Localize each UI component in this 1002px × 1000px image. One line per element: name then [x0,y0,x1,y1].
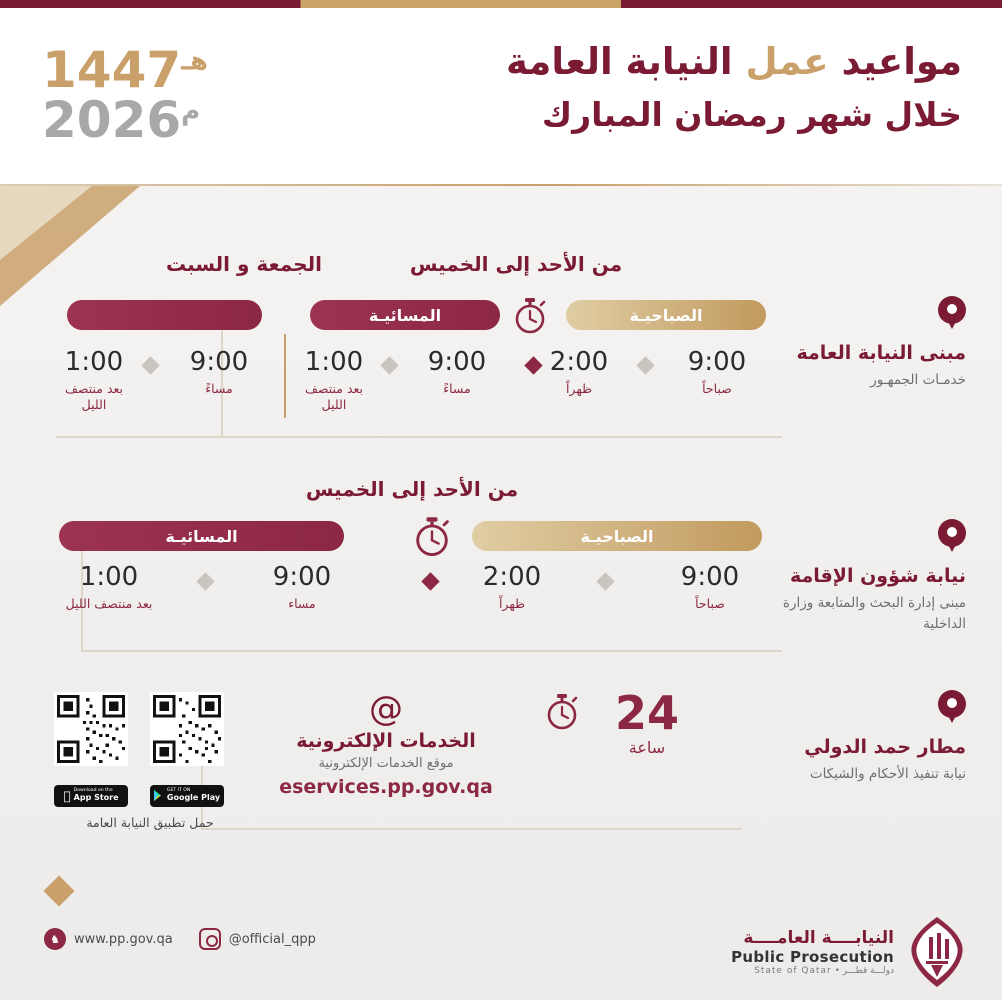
brand-state-label: دولـــة قطـــر • State of Qatar [754,966,894,976]
time-evening1-from [412,348,502,397]
location-pin-icon [938,296,966,330]
brand-lockup [731,915,966,989]
shift-separator-diamond-2 [421,572,439,590]
heading-sun-thursday-2: من الأحد إلى الخميس [305,477,519,501]
apple-icon [63,789,70,803]
time-evening2-to [54,563,164,612]
time-evening2-from [252,563,352,612]
time-frisat-from [174,348,264,397]
heading-sun-thursday-1: من الأحد إلى الخميس [409,252,623,276]
gregorian-year-number: 2026 [42,91,182,149]
time-morning2-to [462,563,562,612]
time-morning1-from [672,348,762,397]
time-label: بعد منتصف الليل [65,595,153,611]
entity-residency-affairs [736,519,966,636]
google-play-icon [154,790,164,803]
hours-number: 24 [614,686,679,740]
time-value: 1:00 [64,347,124,377]
time-evening1-to [294,348,374,414]
time-separator-diamond-2 [380,356,398,374]
app-download-caption: حمل تطبيق النيابة العامة [86,815,214,830]
eservices-url[interactable]: eservices.pp.gov.qa [279,776,493,798]
time-label: صباحاً [702,380,732,396]
qatar-emblem-icon [908,915,966,989]
appstore-big-label: App Store [70,793,115,803]
row2-bottom-rule [82,650,782,652]
time-value: 9:00 [680,562,740,592]
stopwatch-icon-2 [410,515,454,559]
hours-label: ساعة [628,738,666,757]
entity-subtitle: نيابة تنفيذ الأحكام والشيكات [809,765,966,782]
poster-header [0,0,1002,186]
location-pin-icon [938,690,966,724]
globe-icon: ♞ [44,928,66,950]
row3-bottom-rule [202,828,742,830]
brand-name-arabic: النيابــــة العامــــة [743,928,894,948]
qr-code-googleplay[interactable] [150,692,224,766]
heading-friday-saturday: الجمعة و السبت [165,252,322,276]
instagram-icon [199,928,221,950]
time-label: ظهراً [565,380,593,396]
eservices-subtitle: موقع الخدمات الإلكترونية [318,756,454,771]
row1-frisat-bottom-rule [56,436,266,438]
pill-evening-fri-sat [67,300,262,330]
time-value: 2:00 [549,347,609,377]
time-separator-diamond-4 [596,572,614,590]
entity-subtitle: مبنى إدارة البحث والمتابعة وزارة الداخلية [782,594,966,633]
gregorian-year [42,91,208,149]
entity-public-prosecution-building [756,296,966,391]
eservices-title: الخدمات الإلكترونية [296,730,476,752]
appstore-small-label: Download on the [70,788,110,794]
light-corner-triangle [0,186,92,260]
title-word-mawaeed: مواعيد [841,40,962,83]
time-separator-diamond-5 [196,572,214,590]
googleplay-big-label: Google Play [166,793,221,803]
entity-title: مطار حمد الدولي [804,736,966,758]
time-value: 1:00 [304,347,364,377]
title-word-amal: عمل [745,40,829,83]
googleplay-small-label: GET IT ON [166,788,191,794]
website-link[interactable] [44,928,173,950]
time-separator-diamond-3 [141,356,159,374]
social-handle: @official_qpp [228,931,316,947]
time-value: 2:00 [482,562,542,592]
pill-evening-2: المسائيـة [59,521,344,551]
entity-subtitle: خدمـات الجمهـور [870,371,966,388]
time-value: 1:00 [79,562,139,592]
qr-appstore-pattern [57,695,125,763]
header-bottom-rule [0,184,1002,186]
location-pin-icon [938,519,966,553]
time-label: ظهراً [498,595,526,611]
header-top-accent-bar [0,0,1002,8]
time-separator-diamond-1 [636,356,654,374]
footer-links [44,928,316,950]
time-label: بعد منتصف الليل [64,380,124,413]
time-label: صباحاً [695,595,725,611]
time-label: مساء [288,595,316,611]
hijri-year [42,41,209,99]
time-label: بعد منتصف الليل [304,380,364,413]
poster-title [342,34,962,139]
time-frisat-to [54,348,134,414]
pill-evening-1: المسائيـة [310,300,500,330]
pill-morning-1: الصباحيـة [566,300,766,330]
title-word-public-prosecution: النيابة العامة [505,40,733,83]
title-line-2: خلال شهر رمضان المبارك [541,94,962,134]
entity-title: نيابة شؤون الإقامة [789,565,966,587]
group-vertical-separator [284,334,286,418]
row1-bottom-rule [222,436,782,438]
time-value: 9:00 [427,347,487,377]
year-block [42,41,209,149]
website-url: www.pp.gov.qa [74,931,173,947]
brand-name-english: Public Prosecution [731,948,894,966]
qr-googleplay-pattern [153,695,221,763]
hijri-year-suffix: هـ [181,46,209,77]
title-line-1 [342,34,962,90]
time-label: مساءً [443,380,471,396]
appstore-badge[interactable] [54,785,128,807]
time-label: مساءً [205,380,233,396]
time-morning2-from [660,563,760,612]
eservices-block[interactable] [266,689,506,798]
entity-title: مبنى النيابة العامة [796,342,966,364]
stopwatch-icon-3 [542,690,582,734]
googleplay-badge[interactable] [150,785,224,807]
at-symbol-icon: @ [369,689,403,729]
stopwatch-icon-1 [510,296,550,336]
hours-24-block [582,686,712,757]
hijri-year-number: 1447 [42,41,182,99]
entity-hamad-airport [736,690,966,785]
footer-accent-diamond [43,875,74,906]
brand-text [731,928,894,976]
time-morning1-to [534,348,624,397]
time-value: 9:00 [189,347,249,377]
qr-code-appstore[interactable] [54,692,128,766]
instagram-link[interactable] [199,928,316,950]
time-value: 9:00 [272,562,332,592]
pill-morning-2: الصباحيـة [472,521,762,551]
time-value: 9:00 [687,347,747,377]
gregorian-year-suffix: م [181,96,201,127]
